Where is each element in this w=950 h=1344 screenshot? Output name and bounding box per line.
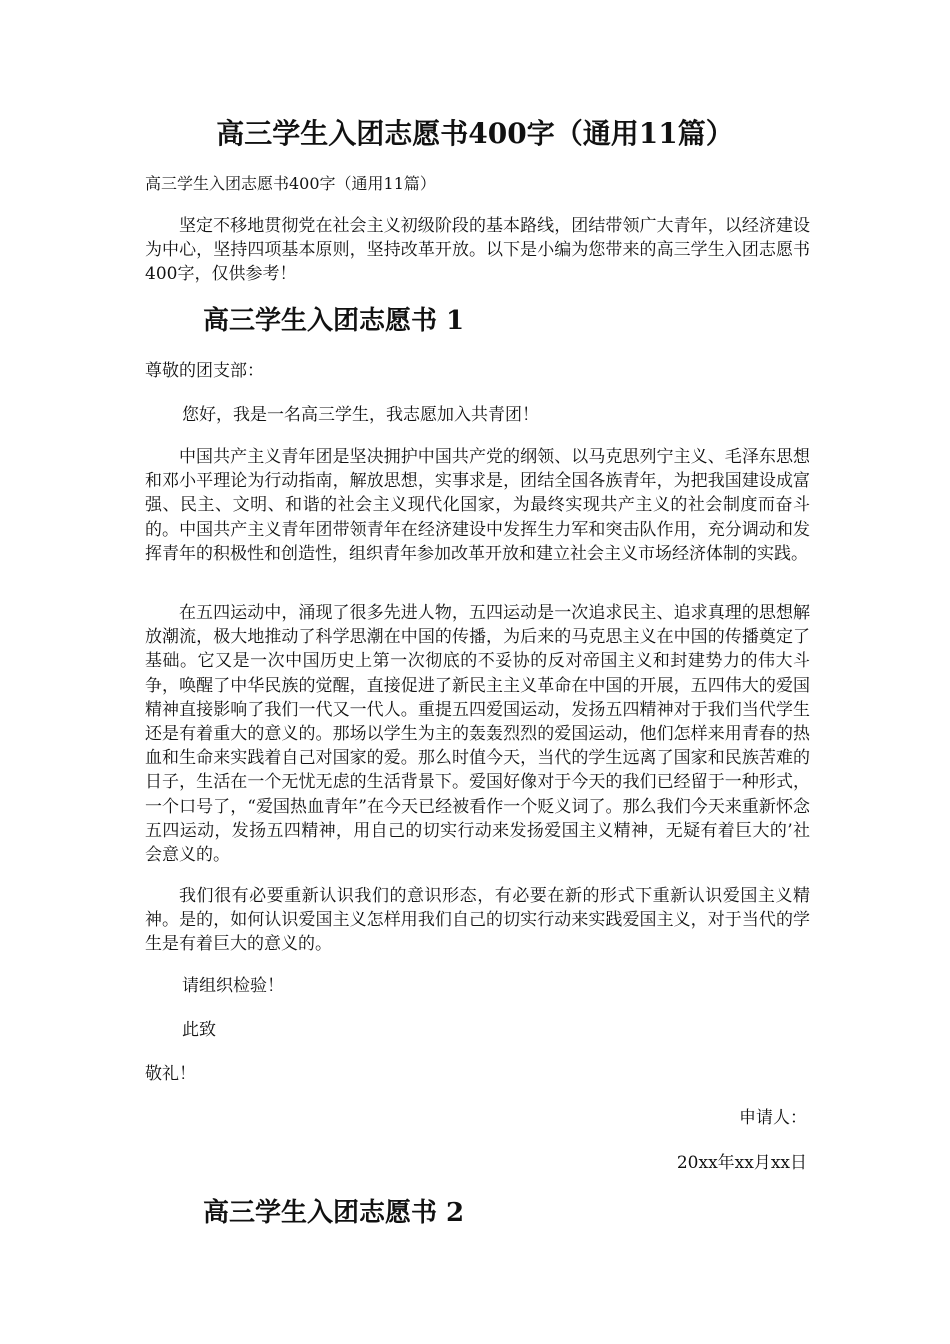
application-date: 20xx年xx月xx日 (676, 1153, 807, 1173)
intro-paragraph: 坚定不移地贯彻党在社会主义初级阶段的基本路线，团结带领广大青年，以经济建设为中心，坚持四项基本原则，坚持改革开放。以下是小编为您带来的高三学生入团志愿书400字，仅供参考！ (145, 216, 810, 285)
closing-cizhi: 此致 (182, 1020, 216, 1040)
document-title: 高三学生入团志愿书400字（通用11篇） (216, 117, 734, 150)
applicant-label: 申请人： (739, 1108, 807, 1128)
closing-request: 请组织检验！ (182, 976, 284, 996)
body-paragraph-1: 中国共产主义青年团是坚决拥护中国共产党的纲领、以马克思列宁主义、毛泽东思想和邓小平理论为行动指南，解放思想，实事求是，团结全国各族青年，为把我国建设成富强、民主、文明、和谐的社会主义现代化国家，为最终实现共产主义的社会制度而奋斗的。中国共产主义青年团带领青年在经济建设中发挥生力军和突击队作用，充分调动和发挥青年的积极性和创造性，组织青年参加改革开放和建立社会主义市场经济体制的实践。 (145, 447, 810, 564)
document-subtitle: 高三学生入团志愿书400字（通用11篇） (145, 174, 436, 193)
body-paragraph-2: 在五四运动中，涌现了很多先进人物，五四运动是一次追求民主、追求真理的思想解放潮流，极大地推动了科学思潮在中国的传播，为后来的马克思主义在中国的传播奠定了基础。它又是一次中国历史上第一次彻底的不妥协的反对帝国主义和封建势力的伟大斗争，唤醒了中华民族的觉醒，直接促进了新民主主义革命在中国的开展，五四伟大的爱国精神直接影响了我们一代又一代人。重提五四爱国运动，发扬五四精神对于我们当代学生还是有着重大的意义的。那场以学生为主的轰轰烈烈的爱国运动，他们怎样来用青春的热血和生命来实践着自己对国家的爱。那么时值今天，当代的学生远离了国家和民族苦难的日子，生活在一个无忧无虑的生活背景下。爱国好像对于今天的我们已经留于一种形式，一个口号了，“爱国热血青年”在今天已经被看作一个贬义词了。那么我们今天来重新怀念五四运动，发扬五四精神，用自己的切实行动来发扬爱国主义精神，无疑有着巨大的’社会意义的。 (145, 603, 810, 866)
greeting-paragraph: 您好，我是一名高三学生，我志愿加入共青团！ (182, 405, 539, 425)
section-heading-1: 高三学生入团志愿书 1 (203, 306, 465, 336)
salutation: 尊敬的团支部： (145, 361, 264, 381)
closing-salute: 敬礼！ (145, 1064, 196, 1084)
body-paragraph-3: 我们很有必要重新认识我们的意识形态，有必要在新的形式下重新认识爱国主义精神。是的，如何认识爱国主义怎样用我们自己的切实行动来实践爱国主义，对于当代的学生是有着巨大的意义的。 (145, 886, 810, 955)
section-heading-2: 高三学生入团志愿书 2 (203, 1198, 465, 1228)
